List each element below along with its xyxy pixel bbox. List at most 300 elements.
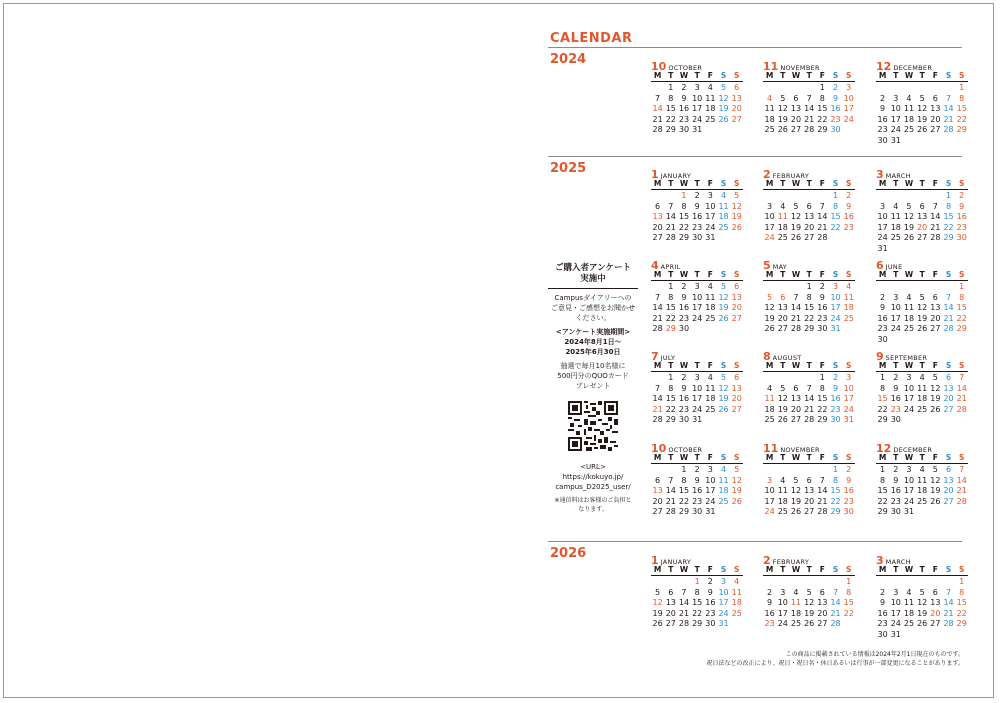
day-blank (789, 83, 802, 94)
month-heading (651, 167, 746, 179)
day-blank (876, 191, 889, 202)
month-name: FEBRUARY (772, 558, 810, 566)
day-cell: 6 (668, 587, 674, 597)
day-cell: 28 (830, 619, 841, 629)
day-cell: 11 (843, 292, 854, 302)
day-cell: 28 (652, 324, 663, 334)
day-cell: 18 (764, 114, 775, 124)
month-heading (651, 553, 746, 565)
day-cell: 29 (678, 233, 690, 243)
day-cell: 2 (694, 191, 700, 200)
day-cell: 11 (764, 394, 775, 404)
survey-url-link[interactable]: https://kokuyo.jp/ (562, 473, 624, 481)
month-name: NOVEMBER (780, 64, 820, 72)
title-divider (548, 47, 962, 48)
year-label-2026: 2026 (550, 546, 587, 561)
day-cell: 8 (959, 587, 965, 597)
day-cell: 22 (804, 313, 815, 323)
day-cell: 7 (806, 383, 812, 393)
weekday-label: W (679, 361, 689, 370)
weekday-label: M (878, 453, 887, 462)
day-cell: 21 (652, 404, 663, 414)
day-cell: 11 (718, 201, 729, 211)
day-blank (789, 465, 802, 476)
day-cell: 16 (678, 303, 690, 313)
day-cell: 23 (705, 608, 716, 618)
day-cell: 5 (806, 587, 812, 597)
day-blank (803, 577, 816, 588)
day-cell: 23 (890, 496, 901, 506)
day-cell: 15 (943, 212, 954, 222)
day-blank (929, 282, 942, 293)
weekday-label: S (734, 179, 740, 188)
day-blank (889, 282, 902, 293)
day-cell: 4 (767, 383, 773, 393)
day-cell: 15 (877, 394, 888, 404)
day-cell: 7 (793, 292, 799, 302)
weekday-label: F (932, 179, 938, 188)
survey-panel (548, 263, 638, 514)
day-cell: 22 (877, 496, 888, 506)
weekday-label: S (945, 71, 952, 80)
day-cell: 23 (877, 324, 888, 334)
day-cell: 18 (843, 303, 854, 313)
day-cell: 14 (652, 394, 663, 404)
month-heading (763, 553, 858, 565)
day-cell: 31 (890, 629, 901, 639)
month-heading (876, 349, 971, 361)
day-cell: 31 (843, 415, 854, 425)
day-cell: 4 (846, 282, 852, 291)
weekday-label: T (806, 453, 812, 462)
day-cell: 24 (890, 324, 901, 334)
day-cell: 4 (707, 373, 713, 382)
day-blank (902, 577, 915, 588)
day-cell: 5 (720, 282, 727, 291)
day-cell: 9 (880, 303, 886, 313)
day-cell: 26 (903, 233, 915, 243)
day-cell: 18 (790, 608, 802, 618)
weekday-label: T (694, 270, 700, 279)
day-cell: 2 (832, 373, 839, 382)
weekday-label: T (668, 361, 674, 370)
day-cell: 30 (877, 629, 888, 639)
day-cell: 29 (817, 125, 828, 135)
day-cell: 19 (930, 486, 941, 496)
month-number: 3 (876, 168, 884, 181)
day-cell: 7 (668, 201, 674, 211)
day-cell: 18 (705, 104, 716, 114)
day-cell: 16 (877, 313, 888, 323)
weekday-header (651, 453, 746, 463)
day-cell: 8 (832, 475, 839, 485)
survey-url-link[interactable]: campus_D2025_user/ (555, 483, 631, 491)
weekday-divider (876, 371, 968, 372)
day-cell: 20 (731, 394, 742, 404)
day-cell: 1 (832, 465, 839, 474)
day-cell: 7 (945, 93, 952, 103)
day-cell: 4 (707, 282, 713, 291)
year-label-2025: 2025 (550, 161, 587, 176)
month-heading (651, 258, 746, 270)
day-cell: 18 (705, 303, 716, 313)
month-december (876, 441, 971, 518)
weekday-label: F (819, 565, 825, 574)
day-cell: 3 (893, 93, 899, 103)
day-cell: 13 (777, 303, 788, 313)
weekday-header (876, 361, 971, 371)
weekday-label: S (846, 270, 852, 279)
day-cell: 14 (652, 104, 663, 114)
weekday-label: T (806, 270, 812, 279)
day-cell: 3 (846, 83, 852, 92)
day-cell: 19 (777, 114, 788, 124)
weekday-label: T (668, 565, 674, 574)
month-number: 3 (876, 554, 884, 567)
day-cell: 2 (893, 465, 899, 474)
weekday-label: T (893, 453, 899, 462)
month-name: OCTOBER (668, 446, 703, 454)
day-cell: 28 (956, 404, 967, 414)
weekday-label: T (806, 565, 812, 574)
weekday-label: S (945, 361, 952, 370)
day-cell: 25 (843, 313, 854, 323)
month-september (876, 349, 971, 426)
day-cell: 15 (665, 303, 676, 313)
day-cell: 18 (890, 222, 901, 232)
day-cell: 26 (731, 222, 742, 232)
month-october (651, 441, 746, 518)
day-cell: 25 (777, 507, 788, 517)
month-january (651, 167, 746, 244)
day-cell: 9 (681, 383, 687, 393)
weekday-label: W (904, 71, 914, 80)
weekday-label: S (945, 270, 952, 279)
day-cell: 17 (890, 313, 901, 323)
day-cell: 1 (694, 577, 700, 586)
day-cell: 30 (956, 233, 967, 243)
day-blank (776, 282, 789, 293)
weekday-label: M (653, 179, 662, 188)
day-cell: 11 (903, 303, 915, 313)
day-cell: 16 (890, 394, 901, 404)
day-cell: 16 (692, 212, 703, 222)
month-number: 10 (651, 442, 667, 455)
weekday-label: S (945, 565, 952, 574)
day-cell: 27 (652, 233, 663, 243)
day-cell: 12 (804, 598, 815, 608)
day-cell: 27 (731, 114, 742, 124)
day-blank (929, 83, 942, 94)
month-december (876, 59, 971, 147)
weekday-label: S (832, 270, 839, 279)
weekday-label: F (707, 71, 713, 80)
weekday-label: M (653, 71, 662, 80)
day-cell: 24 (718, 608, 729, 618)
day-cell: 3 (767, 475, 773, 485)
weekday-label: S (734, 565, 740, 574)
day-cell: 11 (777, 212, 788, 222)
weekday-label: T (694, 361, 700, 370)
weekday-header (876, 270, 971, 280)
weekday-divider (651, 280, 743, 281)
day-cell: 20 (731, 303, 742, 313)
day-blank (789, 577, 802, 588)
survey-note: ※通信料はお客様のご負担と なります。 (554, 497, 632, 513)
month-heading (763, 258, 858, 270)
day-cell: 2 (880, 93, 886, 103)
day-cell: 20 (943, 486, 954, 496)
day-cell: 10 (764, 486, 775, 496)
weekday-label: T (893, 71, 899, 80)
day-cell: 5 (932, 465, 938, 474)
day-cell: 24 (705, 222, 716, 232)
day-cell: 21 (956, 486, 967, 496)
day-cell: 6 (932, 587, 938, 597)
day-cell: 5 (720, 373, 727, 382)
day-cell: 2 (767, 587, 773, 597)
weekday-label: F (819, 270, 825, 279)
day-cell: 2 (880, 587, 886, 597)
day-cell: 4 (707, 83, 713, 92)
day-cell: 27 (943, 404, 954, 414)
year-label-2024: 2024 (550, 52, 587, 67)
day-cell: 2 (893, 373, 899, 382)
weekday-label: T (893, 179, 899, 188)
day-blank (763, 577, 776, 588)
weekday-label: F (932, 361, 938, 370)
month-name: AUGUST (772, 354, 802, 362)
day-blank (763, 83, 776, 94)
weekday-label: T (780, 361, 786, 370)
day-cell: 31 (692, 415, 703, 425)
day-cell: 14 (943, 598, 954, 608)
day-cell: 20 (930, 313, 941, 323)
day-blank (902, 83, 915, 94)
day-cell: 17 (890, 608, 901, 618)
day-cell: 30 (830, 125, 841, 135)
day-blank (803, 373, 816, 384)
day-cell: 12 (718, 93, 729, 103)
day-cell: 31 (705, 233, 716, 243)
day-cell: 11 (777, 486, 788, 496)
weekday-label: F (932, 71, 938, 80)
day-cell: 3 (707, 191, 713, 200)
day-cell: 23 (830, 404, 841, 414)
day-cell: 21 (652, 313, 663, 323)
weekday-label: S (832, 179, 839, 188)
weekday-label: T (780, 71, 786, 80)
day-cell: 9 (681, 292, 687, 302)
weekday-label: M (765, 361, 774, 370)
day-cell: 23 (764, 619, 775, 629)
day-cell: 1 (819, 83, 825, 92)
day-cell: 12 (777, 394, 788, 404)
weekday-label: M (653, 565, 662, 574)
day-cell: 28 (652, 125, 663, 135)
weekday-label: M (878, 361, 887, 370)
day-blank (916, 282, 929, 293)
day-blank (664, 577, 677, 588)
month-heading (763, 59, 858, 71)
weekday-header (651, 179, 746, 189)
weekday-label: T (919, 179, 925, 188)
day-cell: 8 (806, 292, 812, 302)
day-cell: 25 (903, 619, 915, 629)
day-cell: 24 (705, 496, 716, 506)
weekday-label: F (707, 179, 713, 188)
day-grid (651, 465, 746, 518)
day-cell: 16 (764, 608, 775, 618)
month-february (763, 553, 858, 630)
month-november (763, 441, 858, 518)
day-blank (916, 83, 929, 94)
day-cell: 18 (917, 486, 928, 496)
day-cell: 2 (681, 373, 687, 382)
day-cell: 13 (731, 383, 742, 393)
day-cell: 23 (678, 404, 690, 414)
day-cell: 8 (681, 475, 687, 485)
month-october (651, 59, 746, 136)
weekday-label: F (707, 361, 713, 370)
day-cell: 14 (665, 212, 676, 222)
day-grid (651, 577, 746, 630)
day-cell: 10 (718, 587, 729, 597)
day-cell: 12 (930, 475, 941, 485)
month-number: 4 (651, 259, 659, 272)
day-cell: 3 (832, 282, 839, 291)
day-cell: 16 (843, 486, 854, 496)
weekday-label: S (720, 71, 727, 80)
day-cell: 15 (843, 598, 854, 608)
day-cell: 14 (652, 303, 663, 313)
day-cell: 21 (652, 114, 663, 124)
weekday-label: T (893, 361, 899, 370)
weekday-label: M (653, 270, 662, 279)
day-cell: 25 (777, 233, 788, 243)
day-cell: 27 (930, 619, 941, 629)
day-cell: 11 (764, 104, 775, 114)
day-cell: 5 (780, 93, 786, 103)
day-cell: 2 (681, 282, 687, 291)
day-cell: 5 (734, 191, 740, 200)
month-name: JUNE (885, 263, 903, 271)
day-blank (942, 577, 955, 588)
day-cell: 3 (906, 373, 912, 382)
qr-code[interactable] (568, 401, 618, 451)
day-cell: 16 (890, 486, 901, 496)
day-blank (803, 83, 816, 94)
month-heading (763, 349, 858, 361)
day-cell: 10 (903, 383, 915, 393)
day-blank (776, 577, 789, 588)
weekday-divider (876, 463, 968, 464)
day-cell: 25 (917, 496, 928, 506)
day-cell: 20 (804, 222, 815, 232)
day-cell: 29 (665, 125, 676, 135)
month-name: SEPTEMBER (885, 354, 928, 362)
day-cell: 27 (790, 125, 802, 135)
day-cell: 1 (668, 282, 674, 291)
day-cell: 14 (817, 212, 828, 222)
day-cell: 17 (692, 303, 703, 313)
day-cell: 17 (764, 222, 775, 232)
weekday-divider (651, 371, 743, 372)
day-cell: 22 (665, 404, 676, 414)
weekday-label: F (819, 361, 825, 370)
day-cell: 18 (777, 222, 788, 232)
day-grid (651, 191, 746, 244)
day-cell: 1 (832, 191, 839, 200)
day-cell: 21 (817, 496, 828, 506)
day-cell: 6 (806, 201, 812, 211)
day-cell: 20 (943, 394, 954, 404)
day-blank (651, 83, 664, 94)
month-heading (876, 167, 971, 179)
day-cell: 24 (903, 496, 915, 506)
day-cell: 3 (880, 201, 886, 211)
day-cell: 3 (906, 465, 912, 474)
day-blank (816, 577, 829, 588)
day-blank (776, 373, 789, 384)
survey-intro: Campusダイアリーへの ご意見・ご感想をお聞かせ ください。 (551, 294, 635, 322)
day-cell: 21 (943, 114, 954, 124)
day-cell: 29 (956, 125, 967, 135)
day-cell: 27 (917, 233, 928, 243)
day-cell: 29 (678, 507, 690, 517)
day-cell: 22 (843, 608, 854, 618)
day-cell: 5 (919, 587, 925, 597)
weekday-label: T (694, 453, 700, 462)
weekday-label: M (765, 453, 774, 462)
day-cell: 1 (668, 83, 674, 92)
day-blank (803, 191, 816, 202)
weekday-label: S (959, 565, 965, 574)
day-cell: 14 (956, 383, 967, 393)
day-cell: 26 (917, 619, 928, 629)
survey-prize: 抽選で毎月10名様に 500円分のQUOカード プレゼント (557, 362, 629, 390)
day-cell: 21 (817, 222, 828, 232)
day-cell: 13 (790, 394, 802, 404)
day-cell: 15 (956, 598, 967, 608)
day-cell: 27 (665, 619, 676, 629)
day-cell: 9 (846, 201, 852, 211)
day-cell: 16 (843, 212, 854, 222)
month-number: 9 (876, 350, 884, 363)
day-cell: 6 (806, 475, 812, 485)
month-number: 1 (651, 168, 659, 181)
day-cell: 21 (943, 608, 954, 618)
month-name: JANUARY (660, 172, 692, 180)
day-cell: 29 (877, 415, 888, 425)
day-cell: 26 (804, 619, 815, 629)
day-cell: 30 (705, 619, 716, 629)
weekday-label: F (819, 179, 825, 188)
day-cell: 18 (731, 598, 742, 608)
day-cell: 14 (817, 486, 828, 496)
day-cell: 29 (877, 507, 888, 517)
day-cell: 18 (903, 313, 915, 323)
weekday-label: F (932, 453, 938, 462)
day-cell: 20 (930, 114, 941, 124)
month-name: APRIL (660, 263, 681, 271)
day-cell: 17 (903, 394, 915, 404)
day-cell: 26 (731, 496, 742, 506)
day-cell: 29 (804, 324, 815, 334)
weekday-label: F (707, 270, 713, 279)
day-cell: 25 (718, 222, 729, 232)
day-cell: 24 (843, 114, 854, 124)
